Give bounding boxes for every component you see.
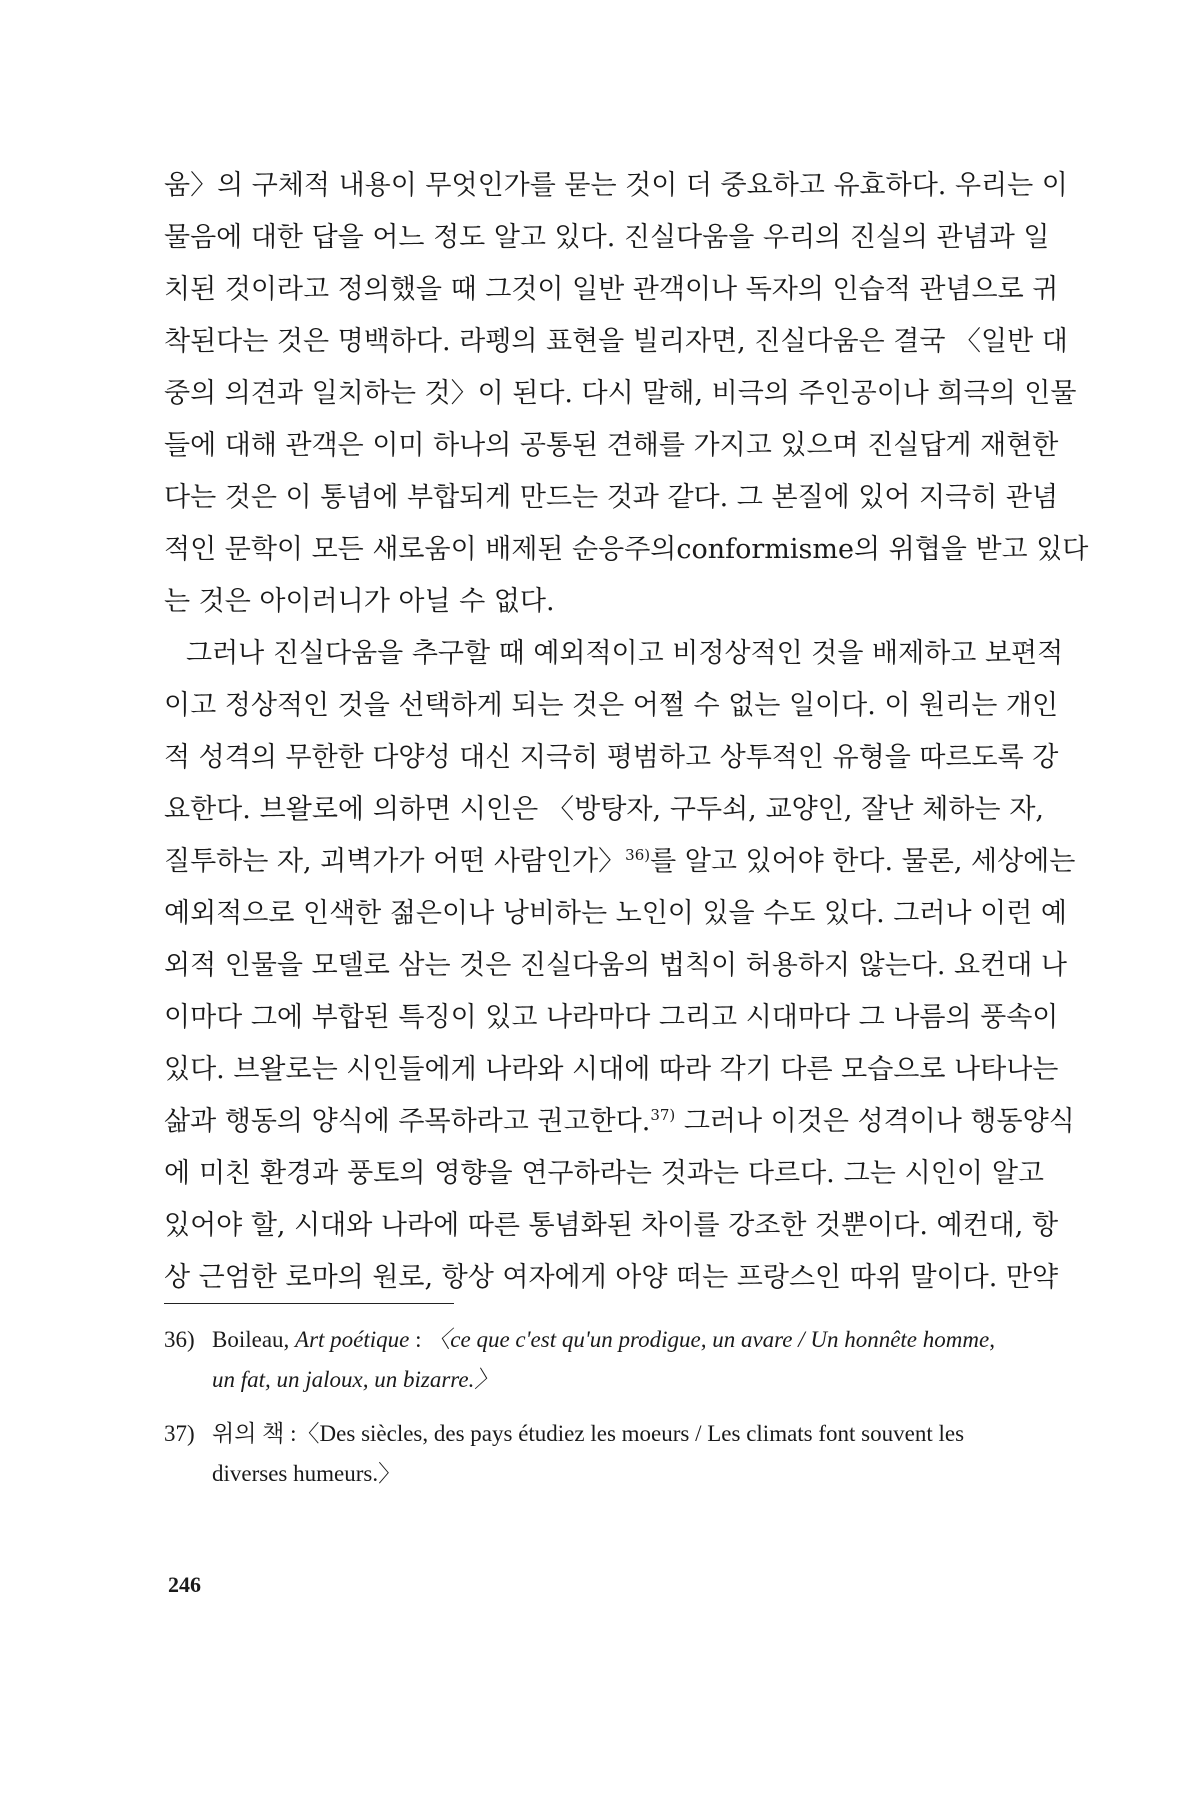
- text-segment: 를 알고 있어야 한다. 물론, 세상에는: [650, 846, 1076, 877]
- text-line: 착된다는 것은 명백하다. 라펭의 표현을 빌리자면, 진실다움은 결국 〈일반 대: [164, 326, 1068, 357]
- footnote-colon: :: [409, 1327, 428, 1352]
- footnote-37: [164, 1414, 1044, 1494]
- text-segment: 질투하는 자, 괴벽가가 어떤 사람인가〉: [164, 846, 626, 877]
- text-line: 적인 문학이 모든 새로움이 배제된 순응주의conformisme의 위협을 받고 있다: [164, 534, 1089, 565]
- text-line: 예외적으로 인색한 젊은이나 낭비하는 노인이 있을 수도 있다. 그러나 이런 예: [164, 898, 1067, 929]
- paragraph-start-line: 그러나 진실다움을 추구할 때 예외적이고 비정상적인 것을 배제하고 보편적: [186, 638, 1064, 669]
- text-line: 들에 대해 관객은 이미 하나의 공통된 견해를 가지고 있으며 진실답게 재현한: [164, 430, 1059, 461]
- text-line: 있다. 브왈로는 시인들에게 나라와 시대에 따라 각기 다른 모습으로 나타나는: [164, 1054, 1059, 1085]
- text-line: 있어야 할, 시대와 나라에 따른 통념화된 차이를 강조한 것뿐이다. 예컨대, 항: [164, 1210, 1059, 1241]
- footnote-quote: 〈ce que c'est qu'un prodigue, un avare / Un honnête homme,: [427, 1327, 995, 1352]
- text-line: 요한다. 브왈로에 의하면 시인은 〈방탕자, 구두쇠, 교양인, 잘난 체하는 자,: [164, 794, 1044, 825]
- footnote-ref-36: 36): [625, 846, 651, 864]
- text-line: 상 근엄한 로마의 원로, 항상 여자에게 아양 떠는 프랑스인 따위 말이다. 만약: [164, 1262, 1059, 1293]
- page-number: 246: [168, 1572, 201, 1597]
- text-line: 이마다 그에 부합된 특징이 있고 나라마다 그리고 시대마다 그 나름의 풍속이: [164, 1002, 1059, 1033]
- footnote-author: Boileau,: [212, 1327, 290, 1352]
- text-line: 치된 것이라고 정의했을 때 그것이 일반 관객이나 독자의 인습적 관념으로 귀: [164, 274, 1059, 305]
- text-segment: 그러나 이것은 성격이나 행동양식: [675, 1106, 1075, 1137]
- text-line: 이고 정상적인 것을 선택하게 되는 것은 어쩔 수 없는 일이다. 이 원리는 개인: [164, 690, 1059, 721]
- text-segment: 삶과 행동의 양식에 주목하라고 권고한다.: [164, 1106, 651, 1137]
- footnotes: [164, 1320, 1044, 1508]
- footnote-divider: [164, 1303, 454, 1304]
- body-text: [164, 160, 1089, 1304]
- footnote-number: 37): [164, 1421, 195, 1446]
- footnote-number: 36): [164, 1327, 195, 1352]
- footnote-prefix: 위의 책 :: [212, 1421, 297, 1446]
- text-line: [164, 836, 1076, 888]
- text-line: 외적 인물을 모델로 삼는 것은 진실다움의 법칙이 허용하지 않는다. 요컨대 나: [164, 950, 1067, 981]
- text-line: 다는 것은 이 통념에 부합되게 만드는 것과 같다. 그 본질에 있어 지극히 관념: [164, 482, 1059, 513]
- footnote-title: Art poétique: [295, 1327, 410, 1352]
- footnote-quote-cont: un fat, un jaloux, un bizarre.〉: [212, 1367, 498, 1392]
- text-line: [164, 1096, 1075, 1148]
- text-line: 는 것은 아이러니가 아닐 수 없다.: [164, 586, 555, 617]
- footnote-quote: 〈Des siècles, des pays étudiez les moeurs / Les climats font souvent les: [296, 1421, 965, 1446]
- footnote-36: [164, 1320, 1044, 1400]
- text-line: 에 미친 환경과 풍토의 영향을 연구하라는 것과는 다르다. 그는 시인이 알고: [164, 1158, 1044, 1189]
- text-line: 물음에 대한 답을 어느 정도 알고 있다. 진실다움을 우리의 진실의 관념과 일: [164, 222, 1050, 253]
- text-line: 적 성격의 무한한 다양성 대신 지극히 평범하고 상투적인 유형을 따르도록 강: [164, 742, 1059, 773]
- footnote-ref-37: 37): [650, 1106, 676, 1124]
- text-line: 움〉의 구체적 내용이 무엇인가를 묻는 것이 더 중요하고 유효하다. 우리는 이: [164, 170, 1068, 201]
- text-line: 중의 의견과 일치하는 것〉이 된다. 다시 말해, 비극의 주인공이나 희극의 인물: [164, 378, 1077, 409]
- footnote-quote-cont: diverses humeurs.〉: [212, 1461, 402, 1486]
